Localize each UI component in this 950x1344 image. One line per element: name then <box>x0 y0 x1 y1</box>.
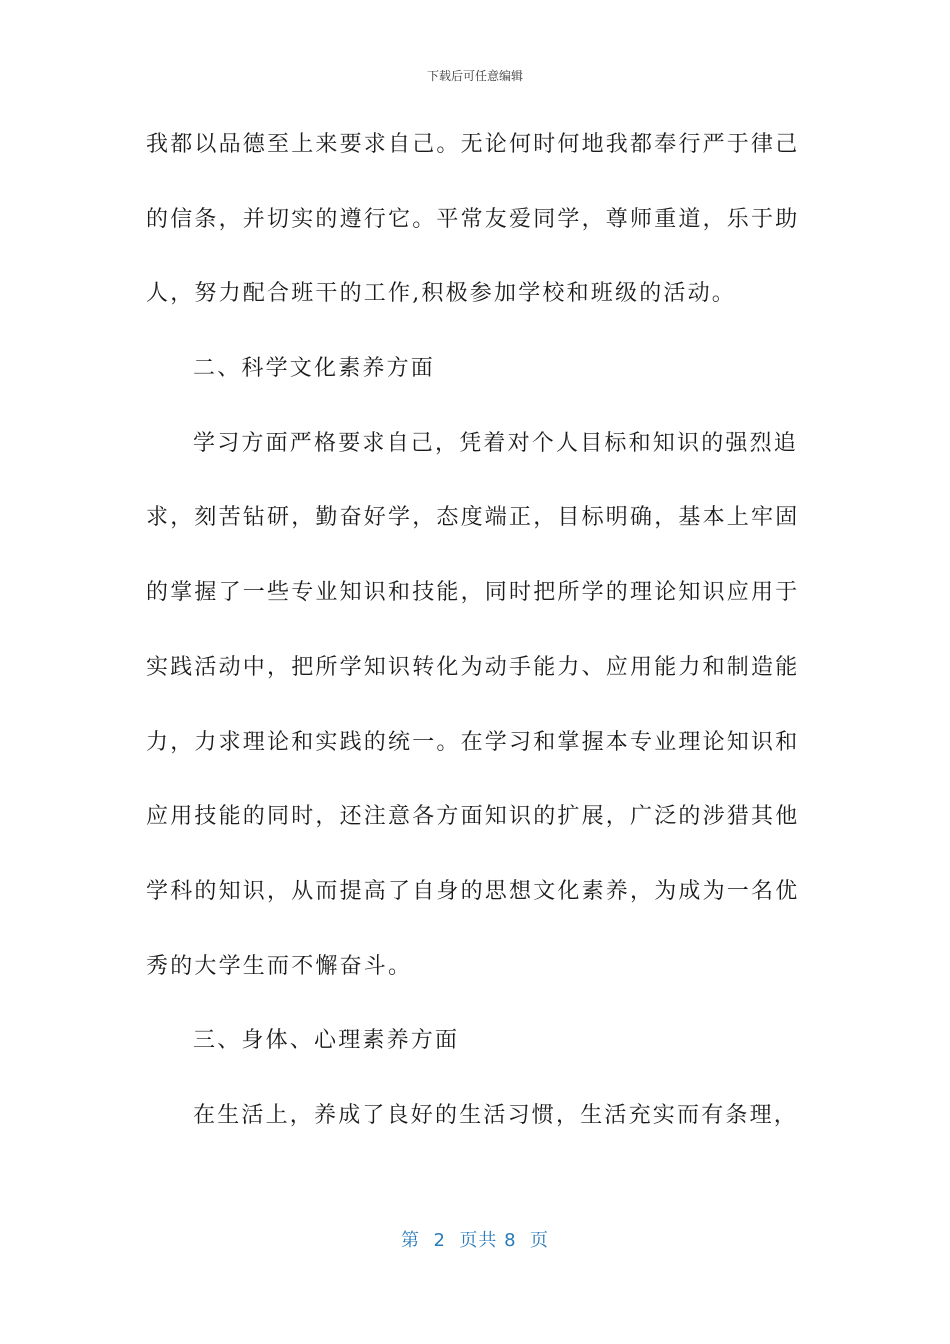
section-heading: 二、科学文化素养方面 <box>193 356 436 382</box>
body-line: 学习方面严格要求自己，凭着对个人目标和知识的强烈追 <box>193 430 799 456</box>
body-line: 力，力求理论和实践的统一。在学习和掌握本专业理论知识和 <box>146 729 800 755</box>
body-line: 的掌握了一些专业知识和技能，同时把所学的理论知识应用于 <box>146 580 800 606</box>
page-number: 第 2 页共 8 页 <box>401 1230 549 1251</box>
body-line: 的信条，并切实的遵行它。平常友爱同学，尊师重道，乐于助 <box>146 206 800 232</box>
document-body <box>146 123 800 1169</box>
body-line: 在生活上，养成了良好的生活习惯，生活充实而有条理， <box>193 1102 799 1128</box>
body-line: 实践活动中，把所学知识转化为动手能力、应用能力和制造能 <box>146 654 800 680</box>
section-heading: 三、身体、心理素养方面 <box>193 1028 460 1054</box>
page-footer <box>0 1226 950 1252</box>
body-line: 我都以品德至上来要求自己。无论何时何地我都奉行严于律己 <box>146 132 800 157</box>
body-line: 学科的知识，从而提高了自身的思想文化素养，为成为一名优 <box>146 878 800 904</box>
body-line: 求，刻苦钻研，勤奋好学，态度端正，目标明确，基本上牢固 <box>146 505 800 531</box>
body-line: 秀的大学生而不懈奋斗。 <box>146 953 413 979</box>
body-line: 应用技能的同时，还注意各方面知识的扩展，广泛的涉猎其他 <box>146 804 800 830</box>
page-header: 下载后可任意编辑 <box>426 69 523 83</box>
body-line: 人，努力配合班干的工作,积极参加学校和班级的活动。 <box>146 281 736 307</box>
